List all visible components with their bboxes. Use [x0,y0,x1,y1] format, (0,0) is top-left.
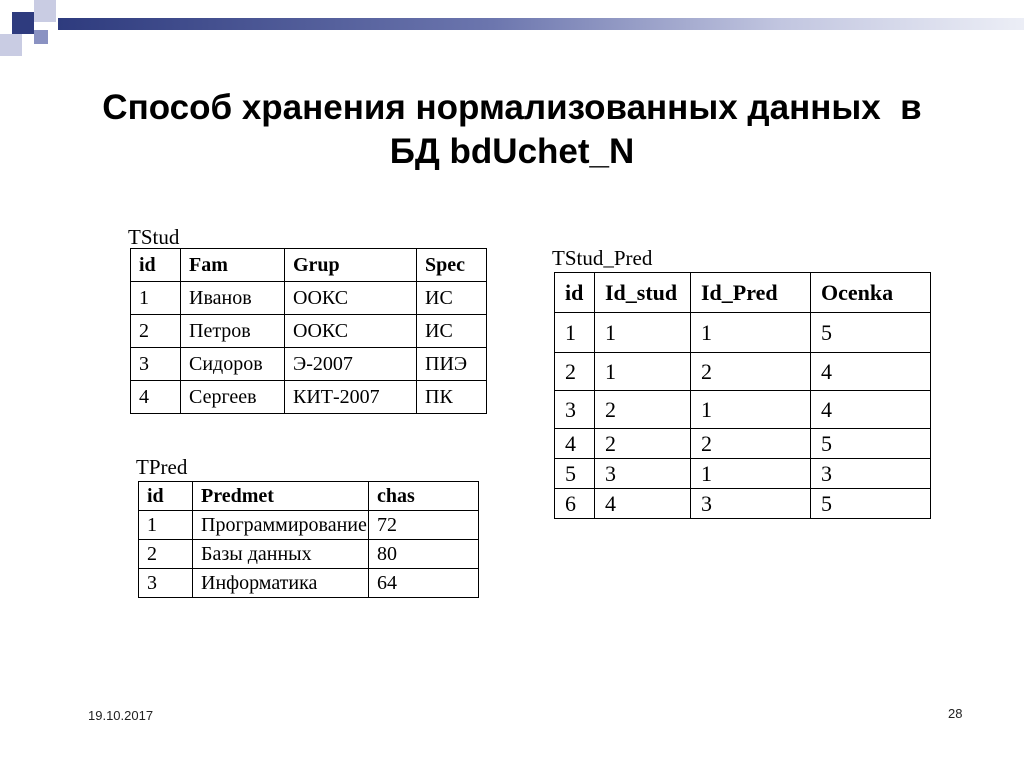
table-cell: Э-2007 [285,348,417,381]
header-gradient-bar [58,18,1024,30]
table-cell: 4 [811,353,931,391]
table-row [555,353,931,391]
table-cell: 5 [555,459,595,489]
table-cell: 80 [369,540,479,569]
table-cell: Сидоров [181,348,285,381]
table-cell: 4 [811,391,931,429]
table-row [131,348,487,381]
table-row [555,459,931,489]
table-cell: 5 [811,429,931,459]
table-cell: Сергеев [181,381,285,414]
table-cell: Базы данных [193,540,369,569]
tstud-pred-table-name: TStud_Pred [552,246,653,270]
table-cell: 1 [595,313,691,353]
table-row [555,429,931,459]
table-cell: 64 [369,569,479,598]
table-cell: 3 [555,391,595,429]
table-cell: ПИЭ [417,348,487,381]
slide-number: 28 [948,706,963,721]
table-cell: 2 [691,429,811,459]
table-cell: 5 [811,313,931,353]
column-header: Id_Pred [691,273,811,313]
decor-square-mid [34,30,48,44]
table-cell: ИС [417,315,487,348]
table-cell: 1 [691,391,811,429]
column-header: chas [369,482,479,511]
table-cell: 5 [811,489,931,519]
table-cell: 3 [139,569,193,598]
table-cell: Петров [181,315,285,348]
header-decoration [0,0,1024,60]
column-header: Predmet [193,482,369,511]
table-header-row [131,249,487,282]
table-cell: 1 [691,313,811,353]
table-cell: ПК [417,381,487,414]
table-cell: Иванов [181,282,285,315]
table-cell: 1 [555,313,595,353]
title-line-2: БД bdUchet_N [389,132,635,171]
column-header: id [555,273,595,313]
decor-square-dark [12,12,34,34]
table-row [555,489,931,519]
table-cell: Информатика [193,569,369,598]
table-cell: 2 [595,429,691,459]
column-header: Id_stud [595,273,691,313]
slide-title [0,86,1024,174]
table-cell: Программирование [193,511,369,540]
table-cell: ООКС [285,315,417,348]
table-cell: 1 [691,459,811,489]
decor-square-light [34,0,56,22]
column-header: id [139,482,193,511]
table-cell: 2 [131,315,181,348]
tstud-table-name: TStud [128,225,180,249]
table-row [139,511,479,540]
table-row [139,540,479,569]
column-header: Spec [417,249,487,282]
table-cell: 4 [131,381,181,414]
tpred-table [138,481,479,598]
table-header-row [139,482,479,511]
table-row [555,313,931,353]
table-row [139,569,479,598]
table-header-row [555,273,931,313]
table-row [131,282,487,315]
table-row [555,391,931,429]
table-row [131,381,487,414]
table-cell: ООКС [285,282,417,315]
table-cell: 6 [555,489,595,519]
table-cell: 72 [369,511,479,540]
table-cell: 2 [139,540,193,569]
table-cell: ИС [417,282,487,315]
title-line-1: Способ хранения нормализованных данных в [102,88,922,127]
slide-date: 19.10.2017 [88,708,154,723]
tpred-table-name: TPred [136,455,188,479]
decor-square-light [0,34,22,56]
table-cell: 3 [595,459,691,489]
table-cell: 3 [691,489,811,519]
table-cell: 2 [691,353,811,391]
table-cell: 2 [555,353,595,391]
table-cell: 4 [595,489,691,519]
column-header: Grup [285,249,417,282]
table-cell: 1 [131,282,181,315]
table-row [131,315,487,348]
tstud-table [130,248,487,414]
table-cell: 3 [131,348,181,381]
tstud-pred-table [554,272,931,519]
column-header: Fam [181,249,285,282]
table-cell: 4 [555,429,595,459]
table-cell: КИТ-2007 [285,381,417,414]
column-header: Ocenka [811,273,931,313]
column-header: id [131,249,181,282]
table-cell: 1 [139,511,193,540]
table-cell: 1 [595,353,691,391]
table-cell: 2 [595,391,691,429]
table-cell: 3 [811,459,931,489]
